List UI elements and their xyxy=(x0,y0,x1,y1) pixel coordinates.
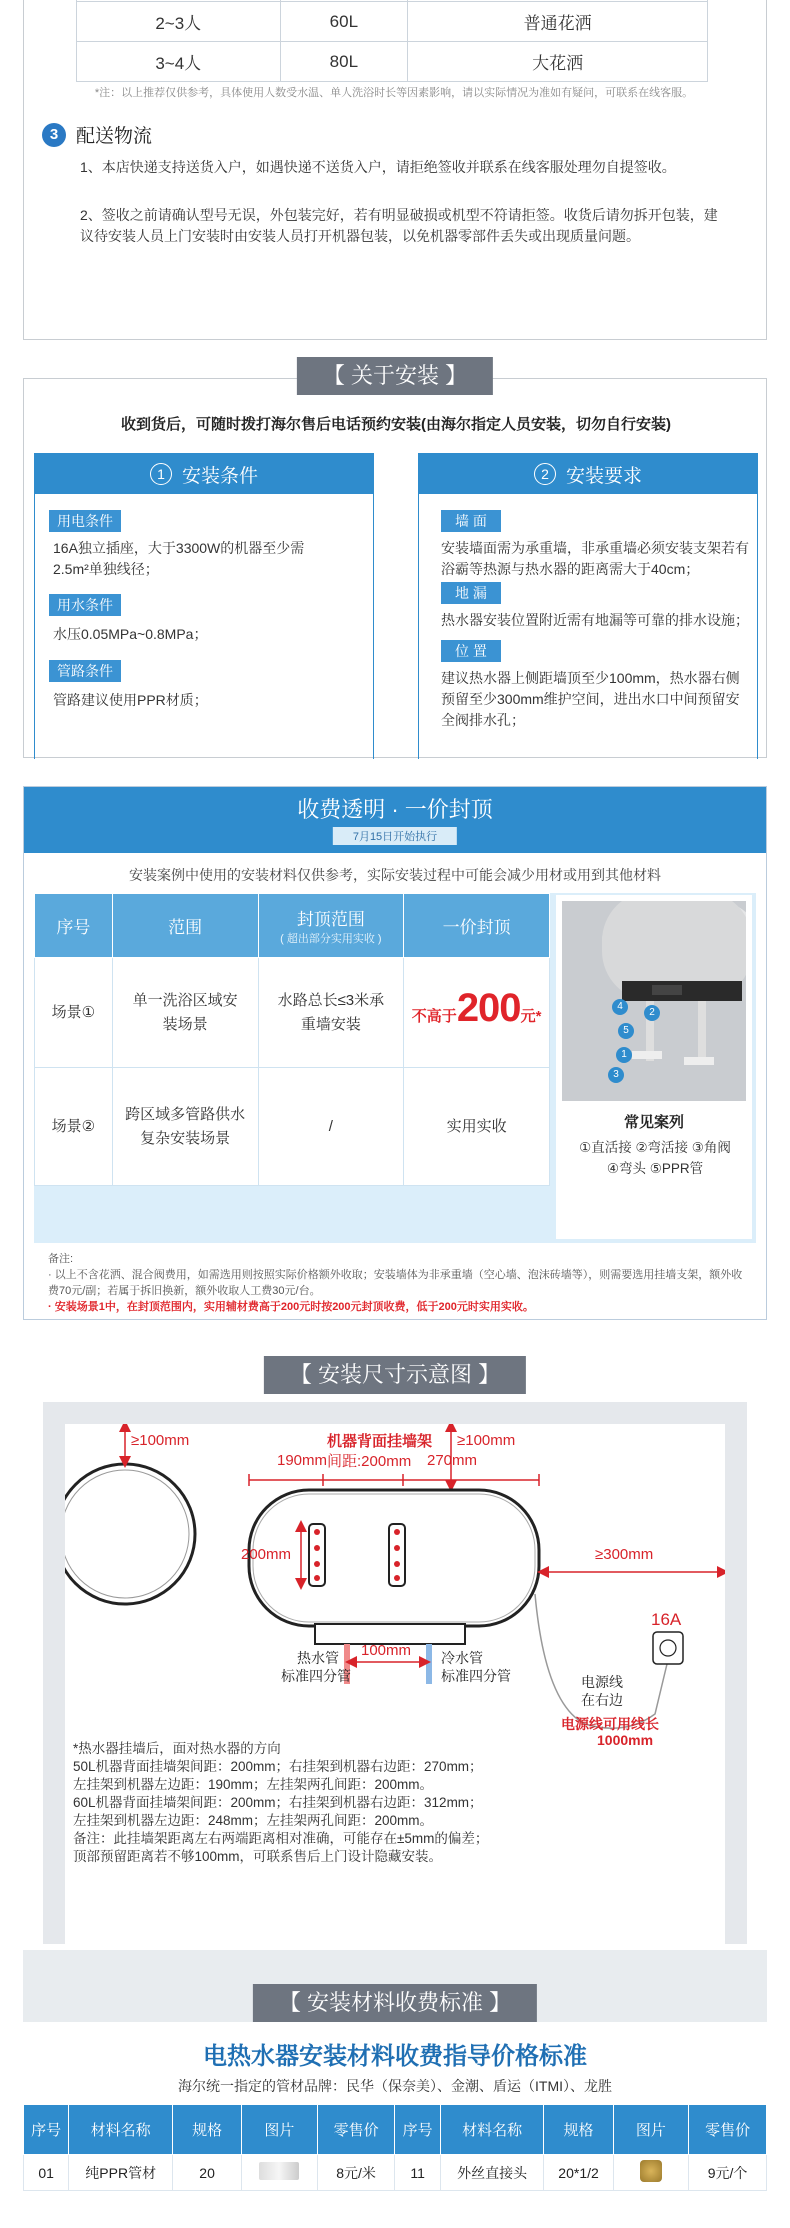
pipe-tag: 管路条件 xyxy=(49,660,121,682)
cable-len-1: 电源线可用线长 xyxy=(561,1716,659,1732)
materials-pill: 【 安装材料收费标准 】 xyxy=(253,1984,537,2022)
wall-tag: 墙 面 xyxy=(441,510,501,532)
row-cap: / xyxy=(258,1068,404,1186)
step-number: 3 xyxy=(42,123,66,147)
col-header: 规格 xyxy=(173,2105,242,2155)
table-row xyxy=(35,1068,550,1186)
position-tag: 位 置 xyxy=(441,640,501,662)
power-tag: 用电条件 xyxy=(49,510,121,532)
row-price: 实用实收 xyxy=(404,1068,550,1186)
case-title: 常见案列 xyxy=(623,1114,684,1131)
fees-table-wrap xyxy=(34,893,756,1243)
capacity-note: *注：以上推荐仅供参考，具体使用人数受水温、单人洗浴时长等因素影响，请以实际情况为准如有疑问，可联系在线客服。 xyxy=(94,87,694,99)
top-left-gap: ≥100mm xyxy=(131,1432,190,1449)
wall-area xyxy=(65,1424,725,1944)
hot-pipe-label: 热水管 xyxy=(297,1650,339,1666)
dim-note: 左挂架到机器左边距：190mm；左挂架两孔间距：200mm。 xyxy=(73,1777,434,1792)
dimension-notes xyxy=(73,1740,703,1866)
col-header: 材料名称 xyxy=(440,2105,544,2155)
marker-2: 2 xyxy=(644,1005,660,1021)
fitting-image xyxy=(613,2155,689,2191)
marker-3: 3 xyxy=(608,1067,624,1083)
cold-pipe-label: 冷水管 xyxy=(441,1650,483,1666)
bracket-spacing: 间距:200mm xyxy=(327,1453,412,1470)
case-photo xyxy=(562,901,746,1101)
fee-notes xyxy=(48,1251,748,1315)
panel-title: 安装条件 xyxy=(181,465,258,487)
capacity-table xyxy=(76,0,708,82)
case-line-1: ①直活接 ②弯活接 ③角阀 xyxy=(579,1140,731,1155)
water-text: 水压0.05MPa~0.8MPa； xyxy=(53,626,208,642)
col-range: 范围 xyxy=(112,894,258,958)
pipe-gap: 100mm xyxy=(361,1642,412,1659)
notes-label: 备注: xyxy=(48,1253,74,1265)
delivery-heading xyxy=(42,121,152,148)
col-no: 序号 xyxy=(35,894,113,958)
price-suffix: 元* xyxy=(520,1008,542,1025)
hot-pipe-spec: 标准四分管 xyxy=(281,1668,351,1684)
heater-photo-icon xyxy=(562,901,746,1101)
col-header: 零售价 xyxy=(689,2105,767,2155)
wall-text: 安装墙面需为承重墙，非承重墙必须安装支架若有浴霸等热源与热水器的距离需大于40cm； xyxy=(441,540,749,577)
cell: 20*1/2 xyxy=(544,2155,613,2191)
panel-title: 安装要求 xyxy=(565,465,642,487)
cell: 纯PPR管材 xyxy=(69,2155,173,2191)
height-dist: 200mm xyxy=(241,1546,292,1563)
cold-pipe-spec: 标准四分管 xyxy=(441,1668,511,1684)
table-row xyxy=(77,42,708,82)
marker-4: 4 xyxy=(612,999,628,1015)
dim-note: 备注：此挂墙架距离左右两端距离相对准确，可能存在±5mm的偏差； xyxy=(73,1831,489,1846)
note-2: · 安装场景1中，在封顶范围内，实用辅材费高于200元时按200元封顶收费，低于200元时实用实收。 xyxy=(48,1301,534,1313)
power-text: 16A独立插座，大于3300W的机器至少需2.5m²单独线径； xyxy=(53,540,305,577)
col-header: 图片 xyxy=(613,2105,689,2155)
socket-label: 16A xyxy=(651,1610,682,1629)
bracket-title: 机器背面挂墙架 xyxy=(327,1433,433,1450)
delivery-item-1: 1、本店快递支持送货入户，如遇快递不送货入户，请拒绝签收并联系在线客服处理勿自提签收。 xyxy=(80,159,676,175)
col-price: 一价封顶 xyxy=(404,894,550,958)
top-right-gap: ≥100mm xyxy=(457,1432,516,1449)
materials-sub: 海尔统一指定的管材品牌：民华（保奈美）、金潮、盾运（ITMI）、龙胜 xyxy=(178,2078,612,2094)
note-1: · 以上不含花洒、混合阀费用，如需选用则按照实际价格额外收取；安装墙体为非承重墙（空心墙、泡沫砖墙等），则需要选用挂墙支架，额外收费70元/副；若属于拆旧换新，额外收取人工费30元/台。 xyxy=(48,1269,743,1297)
case-items xyxy=(560,1137,750,1179)
row-no: 场景① xyxy=(35,958,113,1068)
pipe-text: 管路建议使用PPR材质； xyxy=(53,692,208,708)
price-prefix: 不高于 xyxy=(411,1008,457,1025)
marker-1: 1 xyxy=(616,1047,632,1063)
panel-number: 2 xyxy=(534,463,556,485)
col-header: 材料名称 xyxy=(69,2105,173,2155)
fees-title: 收费透明 · 一价封顶 xyxy=(297,797,493,822)
drain-text: 热水器安装位置附近需有地漏等可靠的排水设施； xyxy=(441,612,749,628)
dimension-title: 【 安装尺寸示意图 】 xyxy=(264,1356,526,1394)
materials-table xyxy=(23,2104,767,2191)
col-cap xyxy=(258,894,404,958)
install-title: 【 关于安装 】 xyxy=(297,357,493,395)
table-header-row xyxy=(35,894,550,958)
cell: 11 xyxy=(395,2155,440,2191)
case-box xyxy=(556,895,752,1239)
left-dist: 190mm xyxy=(277,1452,328,1469)
cap-label: 封顶范围 xyxy=(296,910,365,929)
dim-note: *热水器挂墙后，面对热水器的方向 xyxy=(73,1741,281,1756)
materials-section xyxy=(23,1950,767,2228)
marker-5: 5 xyxy=(618,1023,634,1039)
table-header-row xyxy=(24,2105,767,2155)
people-cell: 2~3人 xyxy=(77,2,281,42)
drain-tag: 地 漏 xyxy=(441,582,501,604)
cable-len-2: 1000mm xyxy=(597,1732,654,1748)
cell: 20 xyxy=(173,2155,242,2191)
col-header: 序号 xyxy=(24,2105,69,2155)
people-cell: 3~4人 xyxy=(77,42,281,82)
cell: 8元/米 xyxy=(317,2155,395,2191)
panel-number: 1 xyxy=(150,463,172,485)
pipe-image xyxy=(242,2155,318,2191)
row-cap: 水路总长≤3米承重墙安装 xyxy=(258,958,404,1068)
col-header: 序号 xyxy=(395,2105,440,2155)
heater-diagram xyxy=(65,1424,725,1944)
dim-note: 60L机器背面挂墙架间距：200mm；右挂架到机器右边距：312mm； xyxy=(73,1795,483,1810)
shower-cell: 普通花洒 xyxy=(408,2,708,42)
conditions-header xyxy=(35,454,373,494)
case-line-2: ④弯头 ⑤PPR管 xyxy=(606,1161,704,1176)
right-space: ≥300mm xyxy=(595,1546,654,1563)
col-header: 零售价 xyxy=(317,2105,395,2155)
table-row xyxy=(77,2,708,42)
shower-cell: 大花洒 xyxy=(408,42,708,82)
fitting-icon xyxy=(640,2160,662,2182)
delivery-item-2: 2、签收之前请确认型号无误，外包装完好，若有明显破损或机型不符请拒签。收货后请勿拆开包装，建议待安装人员上门安装时由安装人员打开机器包装，以免机器零部件丢失或出现质量问题。 xyxy=(80,207,718,244)
table-row xyxy=(35,958,550,1068)
cell: 01 xyxy=(24,2155,69,2191)
volume-cell: 80L xyxy=(280,42,408,82)
cell: 9元/个 xyxy=(689,2155,767,2191)
row-no: 场景② xyxy=(35,1068,113,1186)
dim-note: 50L机器背面挂墙架间距：200mm；右挂架到机器右边距：270mm； xyxy=(73,1759,483,1774)
price-value: 200 xyxy=(456,986,521,1030)
fee-table xyxy=(34,893,550,1186)
volume-cell: 60L xyxy=(280,2,408,42)
fees-section xyxy=(23,786,767,1320)
fees-lead: 安装案例中使用的安装材料仅供参考，实际安装过程中可能会减少用材或用到其他材料 xyxy=(129,867,661,883)
delivery-title: 配送物流 xyxy=(76,126,153,147)
position-text: 建议热水器上侧距墙顶至少100mm，热水器右侧预留至少300mm维护空间，进出水口中间预留安全阀排水孔； xyxy=(441,670,740,728)
fees-date: 7月15日开始执行 xyxy=(333,827,457,845)
row-price xyxy=(404,958,550,1068)
pipe-icon xyxy=(259,2162,299,2180)
conditions-panel xyxy=(34,453,374,759)
row-range: 单一洗浴区域安装场景 xyxy=(112,958,258,1068)
cable-label-2: 在右边 xyxy=(581,1692,623,1708)
dim-note: 顶部预留距离若不够100mm，可联系售后上门设计隐藏安装。 xyxy=(73,1849,443,1864)
cable-label-1: 电源线 xyxy=(581,1674,623,1690)
col-header: 规格 xyxy=(544,2105,613,2155)
table-row xyxy=(24,2155,767,2191)
right-dist: 270mm xyxy=(427,1452,478,1469)
dim-note: 左挂架到机器左边距：248mm；左挂架两孔间距：200mm。 xyxy=(73,1813,434,1828)
col-header: 图片 xyxy=(242,2105,318,2155)
materials-title: 电热水器安装材料收费指导价格标准 xyxy=(203,2043,587,2070)
requirements-header xyxy=(419,454,757,494)
water-tag: 用水条件 xyxy=(49,594,121,616)
dimension-section xyxy=(23,1356,767,1946)
cap-sublabel: ( 超出部分实用实收 ) xyxy=(280,933,382,945)
wall-frame xyxy=(43,1402,747,1944)
row-range: 跨区域多管路供水复杂安装场景 xyxy=(112,1068,258,1186)
requirements-panel xyxy=(418,453,758,759)
delivery-section xyxy=(23,0,767,340)
install-section xyxy=(23,363,767,758)
install-lead: 收到货后，可随时拨打海尔售后电话预约安装(由海尔指定人员安装，切勿自行安装) xyxy=(121,416,671,433)
cell: 外丝直接头 xyxy=(440,2155,544,2191)
